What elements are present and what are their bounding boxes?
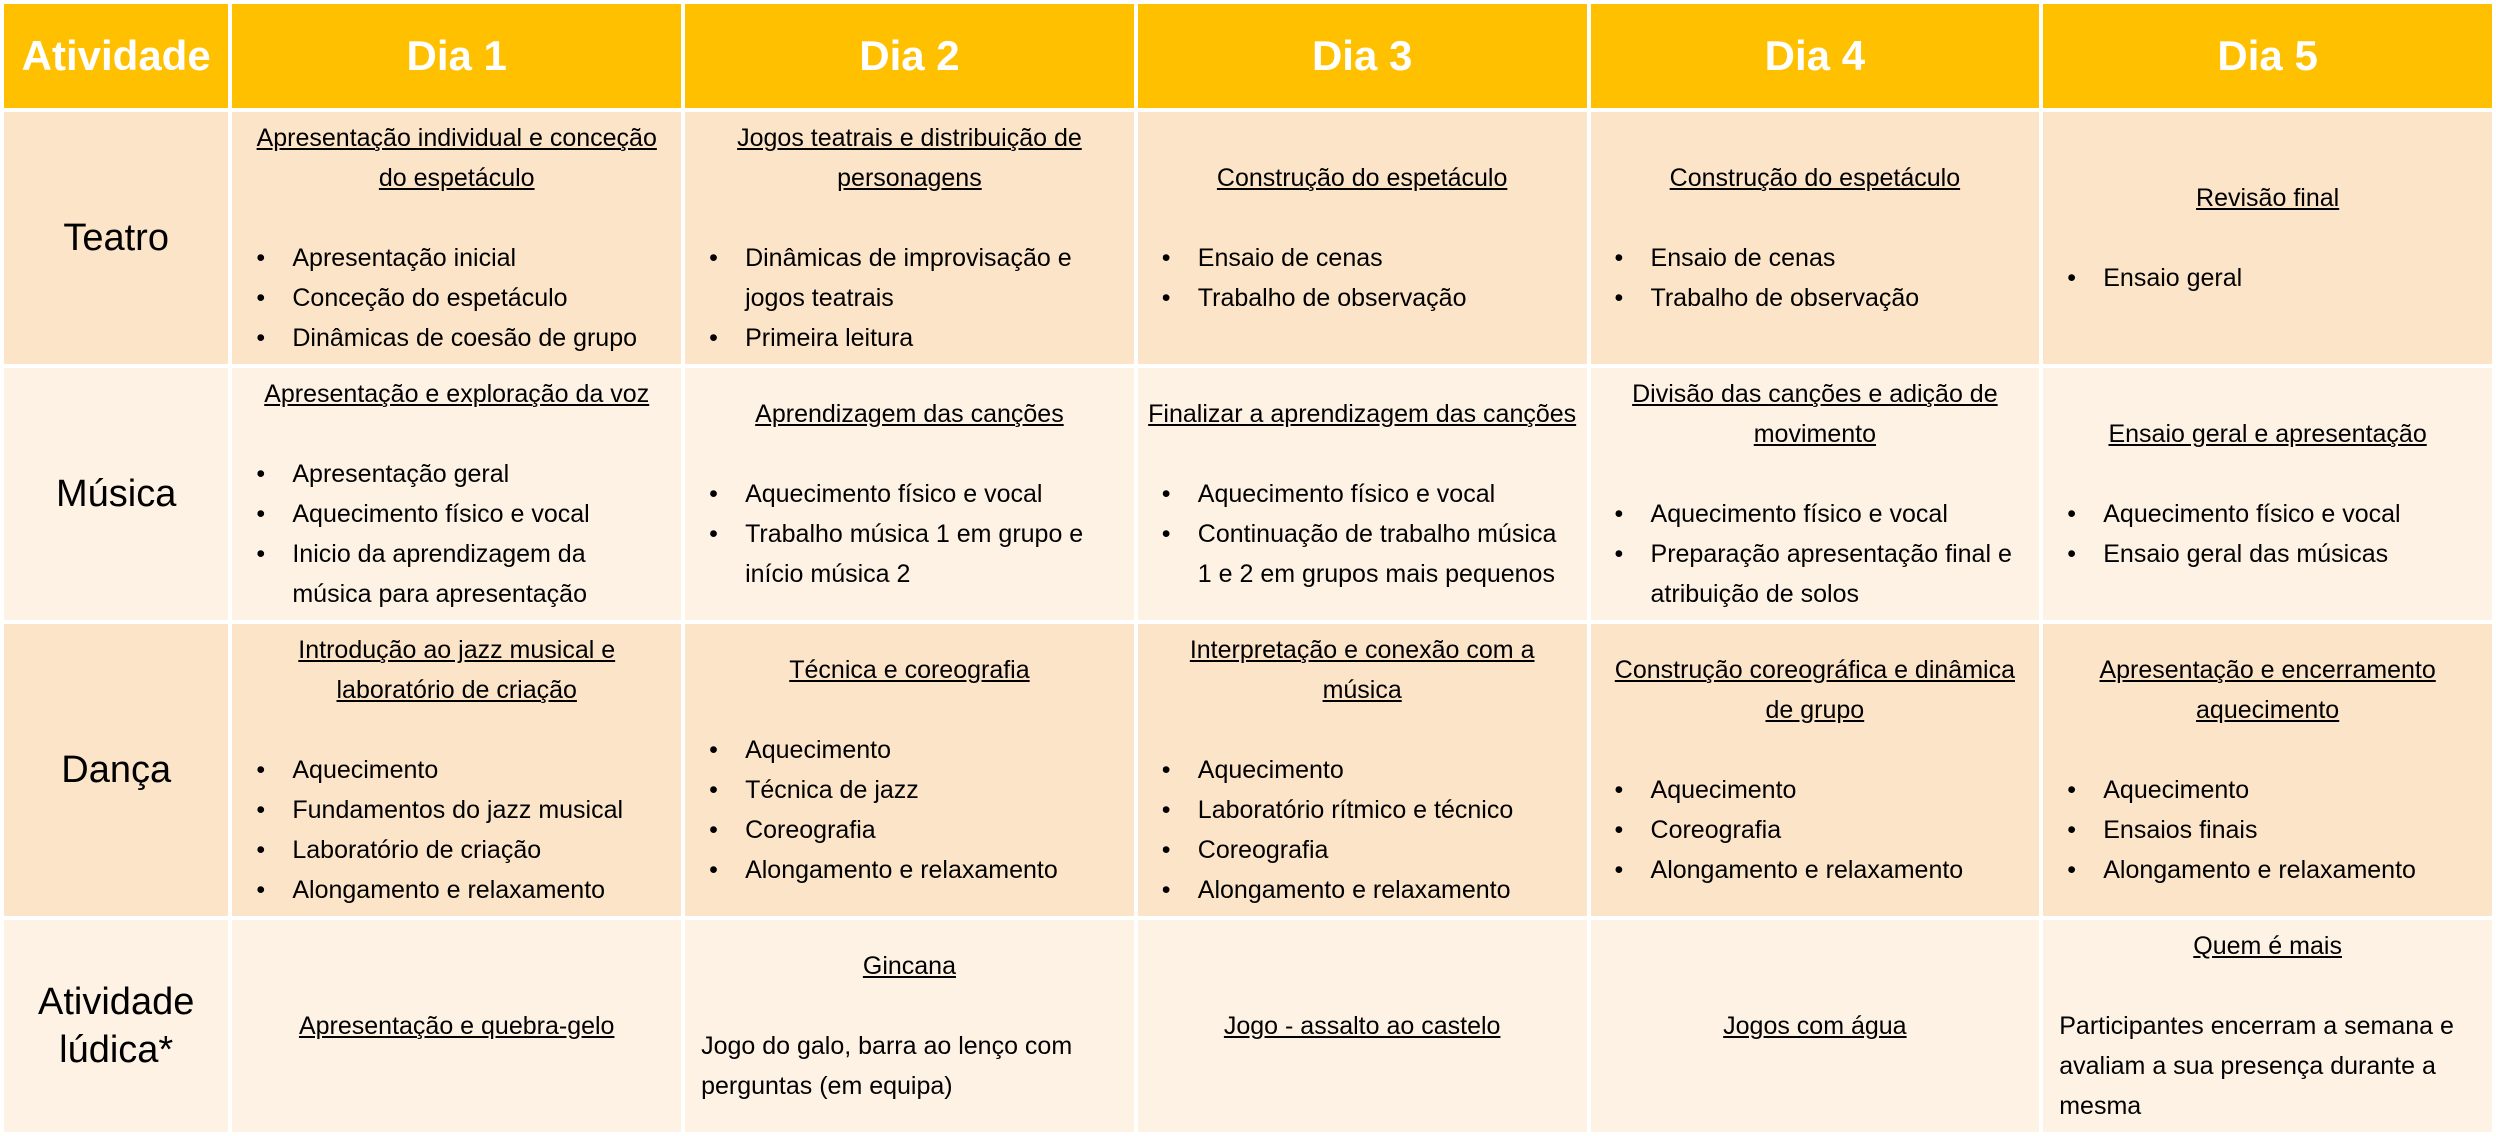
header-row — [4, 4, 2492, 108]
list-item: • Aquecimento — [292, 750, 671, 790]
bullet-list — [1601, 494, 2030, 614]
list-item: • Preparação apresentação final e atribuição de solos — [1651, 534, 2030, 614]
cell-teatro-day-4 — [1591, 112, 2040, 364]
cell-title: Interpretação e conexão com a música — [1189, 636, 1535, 704]
cell-musica-day-3 — [1138, 368, 1587, 620]
list-item: • Dinâmicas de improvisação e jogos teatrais — [745, 238, 1124, 318]
list-item: • Dinâmicas de coesão de grupo — [292, 318, 671, 358]
list-item: • Laboratório rítmico e técnico — [1198, 790, 1577, 830]
cell-danca-day-3 — [1138, 624, 1587, 916]
cell-title: Jogo - assalto ao castelo — [1223, 1012, 1501, 1040]
cell-danca-day-4 — [1591, 624, 2040, 916]
cell-ludica-day-2 — [685, 920, 1134, 1132]
list-item: • Trabalho música 1 em grupo e início música 2 — [745, 514, 1124, 594]
cell-title: Introdução ao jazz musical e laboratório de criação — [298, 636, 616, 704]
list-item: • Ensaio de cenas — [1198, 238, 1577, 278]
list-item: • Alongamento e relaxamento — [1651, 850, 2030, 890]
row-label-atividade-ludica: Atividade lúdica* — [4, 920, 228, 1132]
row-teatro — [4, 112, 2492, 364]
cell-title: Gincana — [862, 952, 956, 980]
list-item: • Continuação de trabalho música 1 e 2 em grupos mais pequenos — [1198, 514, 1577, 594]
list-item: • Inicio da aprendizagem da música para apresentação — [292, 534, 671, 614]
cell-musica-day-1 — [232, 368, 681, 620]
cell-musica-day-2 — [685, 368, 1134, 620]
list-item: • Conceção do espetáculo — [292, 278, 671, 318]
cell-danca-day-1 — [232, 624, 681, 916]
bullet-list — [695, 474, 1124, 594]
list-item: • Aquecimento físico e vocal — [2103, 494, 2482, 534]
cell-text: Jogo do galo, barra ao lenço com perguntas (em equipa) — [701, 1032, 1073, 1100]
cell-ludica-day-4 — [1591, 920, 2040, 1132]
bullet-list — [695, 238, 1124, 358]
cell-musica-day-5 — [2043, 368, 2492, 620]
cell-teatro-day-1 — [232, 112, 681, 364]
list-item: • Aquecimento físico e vocal — [1651, 494, 2030, 534]
list-item: • Apresentação inicial — [292, 238, 671, 278]
bullet-list — [2053, 494, 2482, 574]
bullet-list — [1601, 238, 2030, 318]
list-item: • Fundamentos do jazz musical — [292, 790, 671, 830]
list-item: • Aquecimento — [1198, 750, 1577, 790]
list-item: • Alongamento e relaxamento — [1198, 870, 1577, 910]
cell-title: Construção do espetáculo — [1216, 164, 1508, 192]
list-item: • Ensaio de cenas — [1651, 238, 2030, 278]
cell-teatro-day-2 — [685, 112, 1134, 364]
list-item: • Alongamento e relaxamento — [2103, 850, 2482, 890]
bullet-list — [1601, 770, 2030, 890]
cell-title: Revisão final — [2196, 184, 2340, 212]
cell-text: Participantes encerram a semana e avaliam a sua presença durante a mesma — [2059, 1012, 2454, 1120]
row-label-musica: Música — [4, 368, 228, 620]
list-item: • Laboratório de criação — [292, 830, 671, 870]
row-label-danca: Dança — [4, 624, 228, 916]
list-item: • Alongamento e relaxamento — [745, 850, 1124, 890]
cell-danca-day-5 — [2043, 624, 2492, 916]
list-item: • Alongamento e relaxamento — [292, 870, 671, 910]
cell-title: Construção coreográfica e dinâmica de grupo — [1614, 656, 2015, 724]
cell-title: Finalizar a aprendizagem das canções — [1148, 400, 1577, 428]
bullet-list — [2053, 258, 2482, 298]
bullet-list — [1148, 238, 1577, 318]
cell-title: Jogos teatrais e distribuição de personagens — [737, 124, 1082, 192]
header-activity: Atividade — [4, 4, 228, 108]
cell-ludica-day-1 — [232, 920, 681, 1132]
cell-musica-day-4 — [1591, 368, 2040, 620]
list-item: • Ensaios finais — [2103, 810, 2482, 850]
cell-title: Técnica e coreografia — [789, 656, 1030, 684]
row-atividade-ludica — [4, 920, 2492, 1132]
cell-title: Quem é mais — [2193, 932, 2342, 960]
list-item: • Aquecimento — [2103, 770, 2482, 810]
list-item: • Aquecimento — [745, 730, 1124, 770]
bullet-list — [2053, 770, 2482, 890]
cell-title: Aprendizagem das canções — [755, 400, 1064, 428]
list-item: • Ensaio geral das músicas — [2103, 534, 2482, 574]
cell-ludica-day-5 — [2043, 920, 2492, 1132]
cell-title: Apresentação e exploração da voz — [264, 380, 650, 408]
row-label-teatro: Teatro — [4, 112, 228, 364]
bullet-list — [695, 730, 1124, 890]
cell-title: Apresentação e encerramento aquecimento — [2099, 656, 2436, 724]
list-item: • Primeira leitura — [745, 318, 1124, 358]
list-item: • Coreografia — [745, 810, 1124, 850]
bullet-list — [242, 454, 671, 614]
row-danca — [4, 624, 2492, 916]
bullet-list — [1148, 474, 1577, 594]
header-day-2: Dia 2 — [685, 4, 1134, 108]
list-item: • Aquecimento físico e vocal — [1198, 474, 1577, 514]
list-item: • Aquecimento físico e vocal — [292, 494, 671, 534]
bullet-list — [242, 750, 671, 910]
list-item: • Trabalho de observação — [1651, 278, 2030, 318]
list-item: • Aquecimento — [1651, 770, 2030, 810]
row-musica — [4, 368, 2492, 620]
list-item: • Coreografia — [1651, 810, 2030, 850]
cell-teatro-day-3 — [1138, 112, 1587, 364]
cell-title: Apresentação individual e conceção do espetáculo — [256, 124, 657, 192]
cell-teatro-day-5 — [2043, 112, 2492, 364]
cell-title: Divisão das canções e adição de movimento — [1632, 380, 1998, 448]
list-item: • Apresentação geral — [292, 454, 671, 494]
cell-title: Ensaio geral e apresentação — [2108, 420, 2427, 448]
cell-ludica-day-3 — [1138, 920, 1587, 1132]
header-day-3: Dia 3 — [1138, 4, 1587, 108]
cell-title: Construção do espetáculo — [1669, 164, 1961, 192]
header-day-1: Dia 1 — [232, 4, 681, 108]
bullet-list — [1148, 750, 1577, 910]
list-item: • Trabalho de observação — [1198, 278, 1577, 318]
header-day-4: Dia 4 — [1591, 4, 2040, 108]
list-item: • Ensaio geral — [2103, 258, 2482, 298]
bullet-list — [242, 238, 671, 358]
cell-title: Apresentação e quebra-gelo — [298, 1012, 615, 1040]
list-item: • Técnica de jazz — [745, 770, 1124, 810]
cell-danca-day-2 — [685, 624, 1134, 916]
list-item: • Coreografia — [1198, 830, 1577, 870]
cell-title: Jogos com água — [1723, 1012, 1907, 1040]
list-item: • Aquecimento físico e vocal — [745, 474, 1124, 514]
header-day-5: Dia 5 — [2043, 4, 2492, 108]
